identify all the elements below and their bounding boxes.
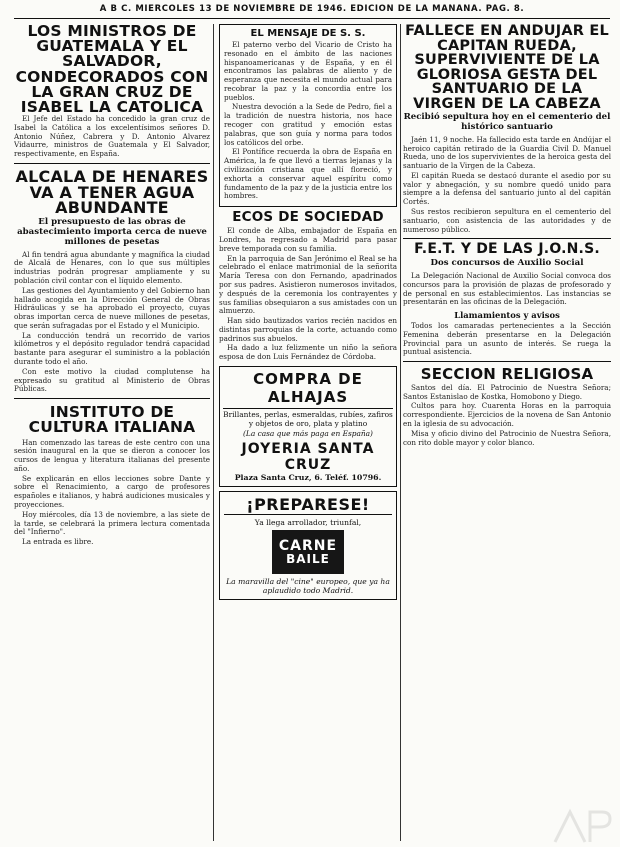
advert-carne-bottom: La maravilla del "cine" europeo, que ya ha aplaudido todo Madrid. <box>226 576 390 595</box>
body-ministros: El Jefe del Estado ha concedido la gran cruz de Isabel la Católica a los excelentísimos señores D. Antonio Núñez, Cabrera y D. Antonio Alvarez Vidaurre, ministros de Guatemala y El Salvador, respectivamente, en España. <box>14 114 210 159</box>
advert-carne-baile <box>219 491 397 600</box>
advert-carne-sub: Ya llega arrollador, triunfal, <box>254 517 362 527</box>
column-3 <box>403 24 611 843</box>
subhead-llamamientos: Llamamientos y avisos <box>454 310 560 321</box>
divider <box>403 238 611 239</box>
body-instituto: Han comenzado las tareas de este centro con una sesión inaugural en la que se dieron a conocer los cursos de lengua y literatura italianas del presente año. Se explicarán en ellos lecciones sobre Dante y sobre el Renacimiento, a cargo de profesores españoles e italianos, y habrá audiciones musicales y proyecciones. Hoy miércoles, día 13 de noviembre, a las siete de la tarde, se celebrará la primera lectura comentada del "Infierno". La entrada es libre. <box>14 437 210 547</box>
headline-ecos: ECOS DE SOCIEDAD <box>232 209 384 226</box>
advert-carne-title: ¡PREPARESE! <box>224 495 392 515</box>
subhead-rueda: Recibió sepultura hoy en el cementerio del histórico santuario <box>403 112 611 132</box>
headline-rueda: FALLECE EN ANDUJAR EL CAPITAN RUEDA, SUPERVIVIENTE DE LA GLORIOSA GESTA DEL SANTUARIO DE LA VIRGEN DE LA CABEZA <box>405 24 609 112</box>
body-llamamientos: Todos los camaradas pertenecientes a la Sección Femenina deberán presentarse en la Delegación Provincial para un asunto de interés. Se ruega la puntual asistencia. <box>403 321 611 357</box>
page-header: A B C. MIERCOLES 13 DE NOVIEMBRE DE 1946. EDICION DE LA MAÑANA. PAG. 8. <box>14 4 610 19</box>
box-mensaje <box>219 24 397 207</box>
divider <box>403 361 611 362</box>
headline-religiosa: SECCION RELIGIOSA <box>420 365 594 384</box>
column-rule-1 <box>213 24 214 841</box>
headline-ministros: LOS MINISTROS DE GUATEMALA Y EL SALVADOR, CONDECORADOS CON LA GRAN CRUZ DE ISABEL LA CATOLICA <box>15 24 209 116</box>
body-ecos: El conde de Alba, embajador de España en Londres, ha regresado a Madrid para pasar breve temporada con su familia. En la parroquia de San Jerónimo el Real se ha celebrado el enlace matrimonial de la señorita María Teresa con don Fernando, apadrinados por sus padres. Asistieron numerosos invitados, y después de la ceremonia los contrayentes y sus familias obsequiaron a sus amistades con un almuerzo. Han sido bautizados varios recién nacidos en distintas parroquias de la corte, actuando como padrinos sus abuelos. Ha dado a luz felizmente un niño la señora esposa de don Luis Fernández de Córdoba. <box>219 226 397 362</box>
film-title-box <box>272 530 344 574</box>
column-rule-2 <box>400 24 401 841</box>
headline-fet: F.E.T. Y DE LAS J.O.N.S. <box>414 241 600 258</box>
headline-instituto: INSTITUTO DE CULTURA ITALIANA <box>28 403 196 437</box>
divider <box>14 398 210 399</box>
advert-joyeria-address: Plaza Santa Cruz, 6. Teléf. 10796. <box>234 472 382 482</box>
advert-joyeria-note: (La casa que más paga en España) <box>243 428 373 438</box>
advert-joyeria-items: Brillantes, perlas, esmeraldas, rubíes, zafiros y objetos de oro, plata y platino <box>223 410 393 428</box>
column-1 <box>14 24 210 843</box>
body-fet: La Delegación Nacional de Auxilio Social convoca dos concursos para la provisión de plazas de profesorado y de personal en sus establecimientos. Las instancias se presentarán en las oficinas de la Delegación. <box>403 270 611 307</box>
body-rueda: Jaén 11, 9 noche. Ha fallecido esta tarde en Andújar el heroico capitán retirado de la Guardia Civil D. Manuel Rueda, uno de los supervivientes de la heroica gesta del santuario de la Virgen de la Cabeza. El capitán Rueda se destacó durante el asedio por su valor y abnegación, y su nombre quedó unido para siempre a la defensa del santuario junto al del capitán Cortés. Sus restos recibieron sepultura en el cementerio del santuario, con asistencia de las autoridades y de numeroso público. <box>403 134 611 234</box>
film-title-word-2: BAILE <box>286 551 330 566</box>
column-2 <box>219 24 397 843</box>
headline-mensaje: EL MENSAJE DE S. S. <box>250 28 366 39</box>
divider <box>14 163 210 164</box>
body-mensaje: El paterno verbo del Vicario de Cristo ha resonado en el ámbito de las naciones hispanoamericanas y de España, y en él encontramos las palabras de aliento y de esperanza que necesita el mundo actual para recobrar la paz y la concordia entre los pueblos. Nuestra devoción a la Sede de Pedro, fiel a la tradición de nuestra historia, nos hace recoger con gratitud y emoción estas palabras, que son guía y norma para todos los católicos del orbe. El Pontífice recuerda la obra de España en América, la fe que llevó a tierras lejanas y la civilización cristiana que allí floreció, y exhorta a conservar aquel espíritu como fundamento de la paz y de la justicia entre los hombres. <box>224 40 393 201</box>
body-alcala: Al fin tendrá agua abundante y magnífica la ciudad de Alcalá de Henares, con lo que sus múltiples industrias podrán progresar ampliamente y su población civil contar con el líquido elemento. Las gestiones del Ayuntamiento y del Gobierno han hallado acogida en la Dirección General de Obras Hidráulicas y se ha aprobado el proyecto, cuyas obras importan cerca de nueve millones de pesetas, que serán sufragadas por el Estado y el Municipio. La conducción tendrá un recorrido de varios kilómetros y el depósito regulador tendrá capacidad bastante para asegurar el suministro a la población durante todo el año. Con este motivo la ciudad complutense ha expresado su gratitud al Ministerio de Obras Públicas. <box>14 249 210 394</box>
advert-joyeria-title: COMPRA DE ALHAJAS <box>223 370 393 409</box>
film-title-word-1: CARNE <box>278 537 338 554</box>
subhead-fet: Dos concursos de Auxilio Social <box>430 258 584 269</box>
headline-alcala: ALCALA DE HENARES VA A TENER AGUA ABUNDANTE <box>15 167 209 218</box>
subhead-alcala: El presupuesto de las obras de abastecimiento importa cerca de nueve millones de pesetas <box>17 217 207 247</box>
advert-joyeria-name: JOYERIA SANTA CRUZ <box>241 440 375 473</box>
advert-joyeria <box>219 366 397 487</box>
body-religiosa: Santos del día. El Patrocinio de Nuestra Señora; Santos Estanislao de Kostka, Homobono y Diego. Cultos para hoy. Cuarenta Horas en la parroquia correspondiente. Ejercicios de la novena de San Antonio en la iglesia de su advocación. Misa y oficio divino del Patrocinio de Nuestra Señora, con rito doble mayor y color blanco. <box>403 382 611 447</box>
